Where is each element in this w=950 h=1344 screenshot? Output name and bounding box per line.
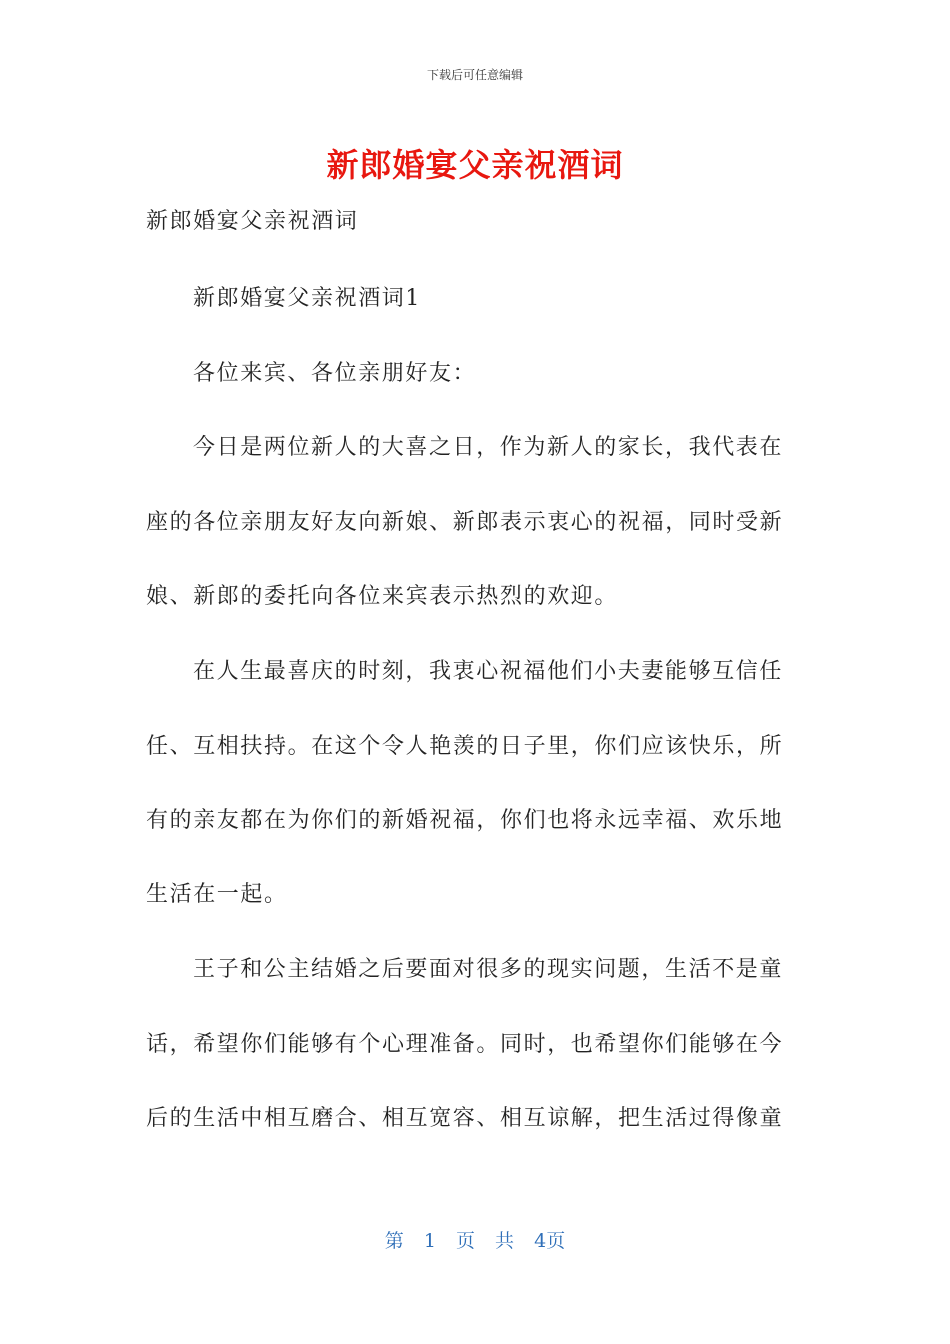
footer-current-page: 1: [423, 1230, 436, 1252]
paragraph-line: 王子和公主结婚之后要面对很多的现实问题，生活不是童: [193, 957, 784, 982]
footer-word-gong: 共: [495, 1230, 515, 1252]
paragraph-line: 任、互相扶持。在这个令人艳羡的日子里，你们应该快乐，所: [146, 734, 784, 759]
document-subtitle: 新郎婚宴父亲祝酒词: [146, 209, 359, 234]
paragraph-line: 今日是两位新人的大喜之日，作为新人的家长，我代表在: [193, 435, 784, 460]
footer-word-ye: 页: [455, 1230, 475, 1252]
page-footer: [0, 1226, 950, 1253]
paragraph-line: 在人生最喜庆的时刻，我衷心祝福他们小夫妻能够互信任: [193, 659, 784, 684]
paragraph-line: 娘、新郎的委托向各位来宾表示热烈的欢迎。: [146, 584, 619, 609]
greeting-line: 各位来宾、各位亲朋好友：: [193, 361, 477, 386]
paragraph-line: 座的各位亲朋友好友向新娘、新郎表示衷心的祝福，同时受新: [146, 510, 784, 535]
paragraph-line: 话，希望你们能够有个心理准备。同时，也希望你们能够在今: [146, 1032, 784, 1057]
paragraph-line: 有的亲友都在为你们的新婚祝福，你们也将永远幸福、欢乐地: [146, 808, 784, 833]
section-heading: 新郎婚宴父亲祝酒词1: [193, 286, 421, 311]
document-title: 新郎婚宴父亲祝酒词: [326, 146, 624, 184]
paragraph-line: 生活在一起。: [146, 882, 288, 907]
footer-word-di: 第: [384, 1230, 404, 1252]
paragraph-line: 后的生活中相互磨合、相互宽容、相互谅解，把生活过得像童: [146, 1106, 784, 1131]
footer-total-pages: 4页: [534, 1230, 566, 1252]
header-note: 下载后可任意编辑: [426, 68, 523, 82]
